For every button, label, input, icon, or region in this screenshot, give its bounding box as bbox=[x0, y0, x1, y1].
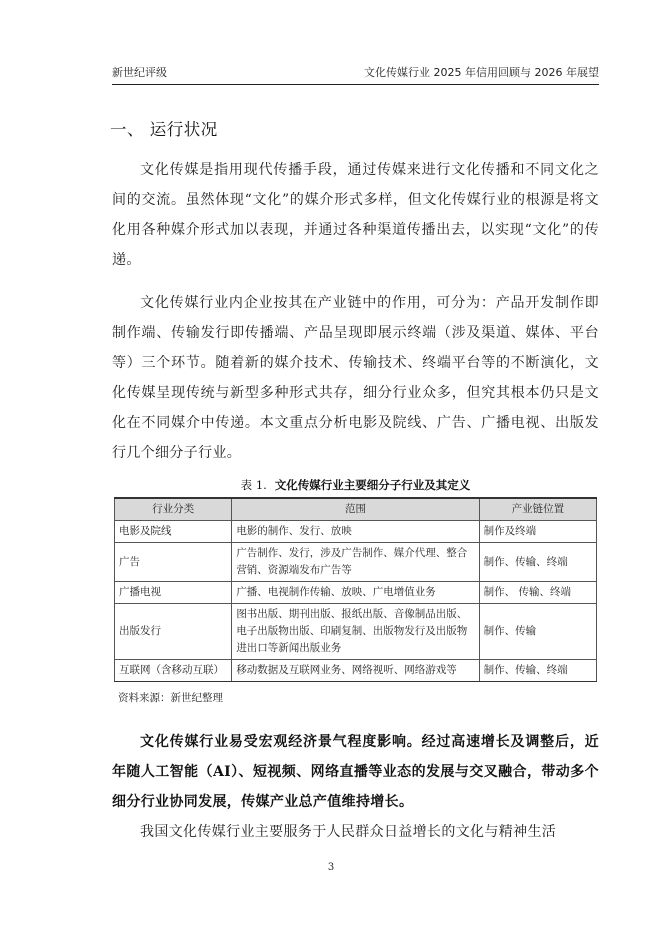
subindustry-definition-table bbox=[114, 497, 597, 682]
table-cell-scope: 电影的制作、发行、放映 bbox=[232, 521, 479, 543]
column-header-scope: 范围 bbox=[232, 498, 479, 521]
table-cell-scope: 移动数据及互联网业务、网络视听、网络游戏等 bbox=[232, 660, 479, 682]
table-cell-category: 电影及院线 bbox=[115, 521, 232, 543]
table-source-note: 资料来源：新世纪整理 bbox=[118, 692, 223, 704]
column-header-chain-position: 产业链位置 bbox=[479, 498, 596, 521]
table-cell-chain-position: 制作、传输、终端 bbox=[479, 660, 596, 682]
table-row bbox=[115, 582, 597, 604]
table-cell-scope: 图书出版、期刊出版、报纸出版、音像制品出版、电子出版物出版、印刷复制、出版物发行及出版物进出口等新闻出版业务 bbox=[232, 604, 479, 660]
table-caption bbox=[112, 477, 599, 493]
table-cell-category: 出版发行 bbox=[115, 604, 232, 660]
section-heading: 一、 运行状况 bbox=[110, 120, 218, 139]
table-cell-scope: 广告制作、发行，涉及广告制作、媒介代理、整合营销、资源端发布广告等 bbox=[232, 543, 479, 582]
table-row bbox=[115, 660, 597, 682]
table-cell-chain-position: 制作、传输、终端 bbox=[479, 543, 596, 582]
paragraph-industry-chain: 文化传媒行业内企业按其在产业链中的作用，可分为：产品开发制作即制作端、传输发行即传播端、产品呈现即展示终端（涉及渠道、媒体、平台等）三个环节。随着新的媒介技术、传输技术、终端平台等的不断演化，文化传媒呈现传统与新型多种形式共存，细分行业众多，但究其根本仍只是文化在不同媒介中传递。本文重点分析电影及院线、广告、广播电视、出版发行几个细分子行业。 bbox=[112, 295, 599, 461]
table-cell-scope: 广播、电视制作传输、放映、广电增值业务 bbox=[232, 582, 479, 604]
table-row bbox=[115, 521, 597, 543]
paragraph-definition: 文化传媒是指用现代传播手段，通过传媒来进行文化传播和不同文化之间的交流。虽然体现“文化”的媒介形式多样，但文化传媒行业的根源是将文化用各种媒介形式加以表现，并通过各种渠道传播出去，以实现“文化”的传递。 bbox=[112, 162, 599, 268]
table-caption-title: 文化传媒行业主要细分子行业及其定义 bbox=[274, 478, 471, 492]
table-cell-category: 广播电视 bbox=[115, 582, 232, 604]
page-number: 3 bbox=[327, 862, 335, 873]
table-row bbox=[115, 604, 597, 660]
paragraph-continued: 我国文化传媒行业主要服务于人民群众日益增长的文化与精神生活 bbox=[140, 824, 557, 840]
table-cell-chain-position: 制作及终端 bbox=[479, 521, 596, 543]
table-cell-category: 广告 bbox=[115, 543, 232, 582]
paragraph-key-finding: 文化传媒行业易受宏观经济景气程度影响。经过高速增长及调整后，近年随人工智能（AI）、短视频、网络直播等业态的发展与交叉融合，带动多个细分行业协同发展，传媒产业总产值维持增长。 bbox=[112, 734, 599, 810]
running-header bbox=[112, 62, 599, 85]
table-header-row bbox=[115, 498, 597, 521]
column-header-category: 行业分类 bbox=[115, 498, 232, 521]
header-report-title: 文化传媒行业 2025 年信用回顾与 2026 年展望 bbox=[364, 66, 599, 79]
table-row bbox=[115, 543, 597, 582]
header-agency-name: 新世纪评级 bbox=[112, 66, 167, 79]
table-cell-chain-position: 制作、 传输、终端 bbox=[479, 582, 596, 604]
table-cell-category: 互联网（含移动互联） bbox=[115, 660, 232, 682]
table-cell-chain-position: 制作、传输 bbox=[479, 604, 596, 660]
table-caption-label: 表 1. bbox=[240, 478, 267, 492]
